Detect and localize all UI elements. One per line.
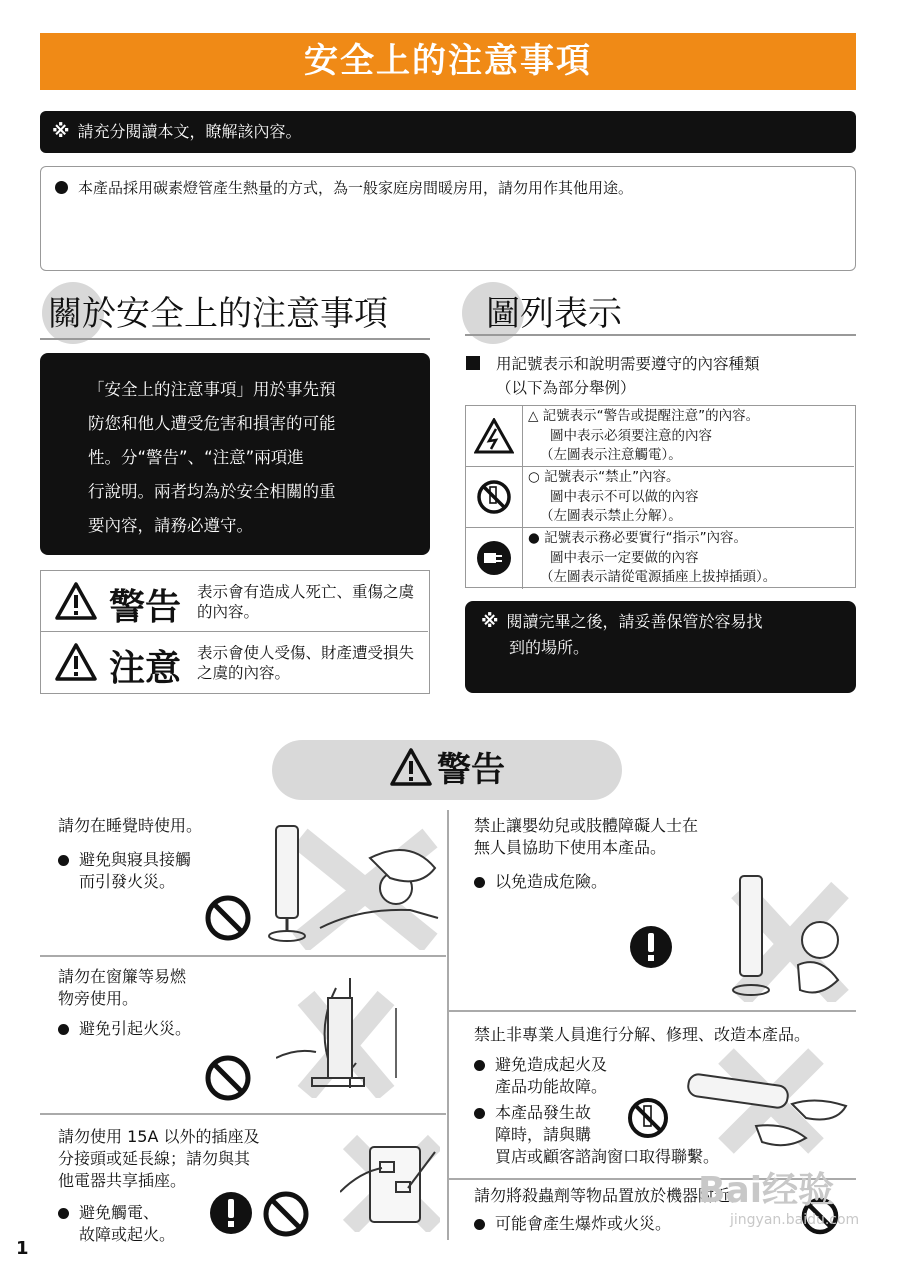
- item-title: 分接頭或延長線；請勿與其: [58, 1149, 251, 1168]
- item-bullet-text: 而引發火災。: [79, 872, 176, 891]
- reference-mark: ※: [52, 121, 70, 142]
- about-line: 性。分“警告”、“注意”兩項進: [88, 448, 304, 467]
- legend-row: [466, 406, 854, 467]
- warning-item: [58, 966, 278, 1040]
- reference-mark: ※: [481, 611, 499, 632]
- row-divider: [40, 1113, 446, 1115]
- item-bullet-text: 買店或顧客諮詢窗口取得聯繫。: [495, 1147, 720, 1166]
- item-bullet-text: 障時，請與購: [495, 1125, 592, 1144]
- no-disassembly-icon: [476, 479, 512, 515]
- electric-shock-caution-icon: [474, 418, 514, 454]
- bullet-icon: [474, 877, 485, 888]
- unplug-icon: [475, 539, 513, 577]
- warning-triangle-icon: [389, 747, 433, 787]
- warning-level-row: [41, 571, 428, 632]
- read-notice-bar: [40, 111, 856, 153]
- mandatory-icon: [628, 924, 674, 970]
- row-divider: [448, 1010, 856, 1012]
- item-title: 禁止讓嬰幼兒或肢體障礙人士在: [474, 816, 699, 835]
- mandatory-icon: [208, 1190, 254, 1236]
- watermark-brand: Bai经验: [698, 1170, 835, 1211]
- curtain-heater-illustration: [276, 968, 440, 1098]
- page-title: 安全上的注意事項: [40, 33, 856, 90]
- bullet-icon: [474, 1108, 485, 1119]
- heading-divider: [40, 338, 430, 340]
- item-title: 請勿將殺蟲劑等物品置放於機器附近。: [474, 1186, 747, 1205]
- item-title: 無人員協助下使用本產品。: [474, 838, 667, 857]
- legend-row: [466, 467, 854, 528]
- prohibited-icon: [204, 1054, 252, 1102]
- legend-text: （左圖表示禁止分解）。: [540, 508, 682, 524]
- about-line: 「安全上的注意事項」用於事先預: [88, 380, 336, 399]
- item-title: 請勿在睡覺時使用。: [58, 816, 203, 835]
- item-title: 物旁使用。: [58, 989, 139, 1008]
- page-number: 1: [16, 1238, 29, 1259]
- keep-text: 到的場所。: [509, 638, 590, 657]
- prohibited-icon: [262, 1190, 310, 1238]
- prohibited-icon: [204, 894, 252, 942]
- outlet-plug-illustration: [340, 1132, 440, 1232]
- about-box: [40, 353, 430, 555]
- about-heading: 關於安全上的注意事項: [48, 294, 388, 334]
- caution-level-row: [41, 632, 428, 693]
- square-bullet-icon: [466, 356, 480, 370]
- legend-row: [466, 528, 854, 589]
- caution-level-word: 注意: [109, 648, 182, 689]
- item-bullet-text: 避免造成起火及: [495, 1055, 608, 1074]
- watermark-url: jingyan.baidu.com: [730, 1212, 860, 1228]
- bullet-icon: [474, 1060, 485, 1071]
- caution-level-desc: 表示會使人受傷、財產遭受損失之虞的內容。: [197, 644, 415, 682]
- warning-title-text: 警告: [437, 750, 505, 790]
- item-bullet-text: 避免與寢具接觸: [79, 850, 192, 869]
- legend-text: ○ 記號表示“禁止”內容。: [528, 469, 680, 485]
- item-title: 請勿在窗簾等易燃: [58, 967, 187, 986]
- disassembled-heater-illustration: [686, 1046, 852, 1166]
- legend-text: 圖中表示必須要注意的內容: [550, 427, 712, 444]
- warning-item: [58, 815, 258, 893]
- item-bullet-text: 可能會產生爆炸或火災。: [495, 1214, 672, 1233]
- item-bullet-text: 故障或起火。: [79, 1225, 176, 1244]
- keep-text: 閱讀完畢之後，請妥善保管於容易找: [506, 612, 763, 631]
- column-divider: [447, 810, 449, 1240]
- item-bullet-text: 本產品發生故: [495, 1103, 592, 1122]
- legend-table: [465, 405, 856, 588]
- read-notice-text: 請充分閱讀本文，瞭解該內容。: [77, 122, 302, 141]
- item-bullet-text: 避免引起火災。: [79, 1019, 192, 1038]
- item-title: 請勿使用 15A 以外的插座及: [58, 1127, 260, 1146]
- bullet-icon: [55, 181, 68, 194]
- legend-heading: 圖列表示: [486, 294, 622, 334]
- legend-text: △ 記號表示“警告或提醒注意”的內容。: [528, 408, 760, 424]
- no-disassembly-icon: [626, 1096, 670, 1140]
- bullet-icon: [474, 1219, 485, 1230]
- item-title: 他電器共享插座。: [58, 1171, 187, 1190]
- item-bullet-text: 避免觸電、: [79, 1203, 160, 1222]
- legend-intro-line: （以下為部分舉例）: [496, 379, 636, 397]
- row-divider: [40, 955, 446, 957]
- legend-text: （左圖表示請從電源插座上拔掉插頭）。: [540, 569, 777, 585]
- usage-box: [40, 166, 856, 271]
- legend-text: （左圖表示注意觸電）。: [540, 447, 682, 463]
- legend-intro: [466, 352, 760, 400]
- heading-divider: [465, 334, 856, 336]
- hazard-level-table: [40, 570, 430, 694]
- about-line: 行說明。兩者均為於安全相關的重: [88, 482, 336, 501]
- item-title: 禁止非專業人員進行分解、修理、改造本產品。: [474, 1025, 811, 1044]
- bullet-icon: [58, 1024, 69, 1035]
- legend-intro-line: 用記號表示和說明需要遵守的內容種類: [496, 355, 760, 373]
- child-heater-illustration: [720, 870, 850, 1002]
- item-bullet-text: 以免造成危險。: [495, 872, 608, 891]
- usage-text: 本產品採用碳素燈管產生熱量的方式，為一般家庭房間暖房用，請勿用作其他用途。: [78, 179, 634, 197]
- warning-level-word: 警告: [109, 587, 182, 628]
- keep-manual-box: [465, 601, 856, 693]
- legend-text: ● 記號表示務必要實行“指示”內容。: [528, 530, 748, 546]
- heater-bed-illustration: [260, 818, 440, 950]
- warning-triangle-icon: [55, 581, 97, 621]
- item-bullet-text: 產品功能故障。: [495, 1077, 608, 1096]
- legend-text: 圖中表示不可以做的內容: [550, 488, 699, 505]
- bullet-icon: [58, 855, 69, 866]
- legend-text: 圖中表示一定要做的內容: [550, 549, 699, 566]
- warning-level-desc: 表示會有造成人死亡、重傷之虞的內容。: [197, 583, 415, 621]
- about-line: 要內容，請務必遵守。: [88, 516, 253, 535]
- warning-section-title: [272, 740, 622, 800]
- bullet-icon: [58, 1208, 69, 1219]
- caution-triangle-icon: [55, 642, 97, 682]
- about-line: 防您和他人遭受危害和損害的可能: [88, 414, 336, 433]
